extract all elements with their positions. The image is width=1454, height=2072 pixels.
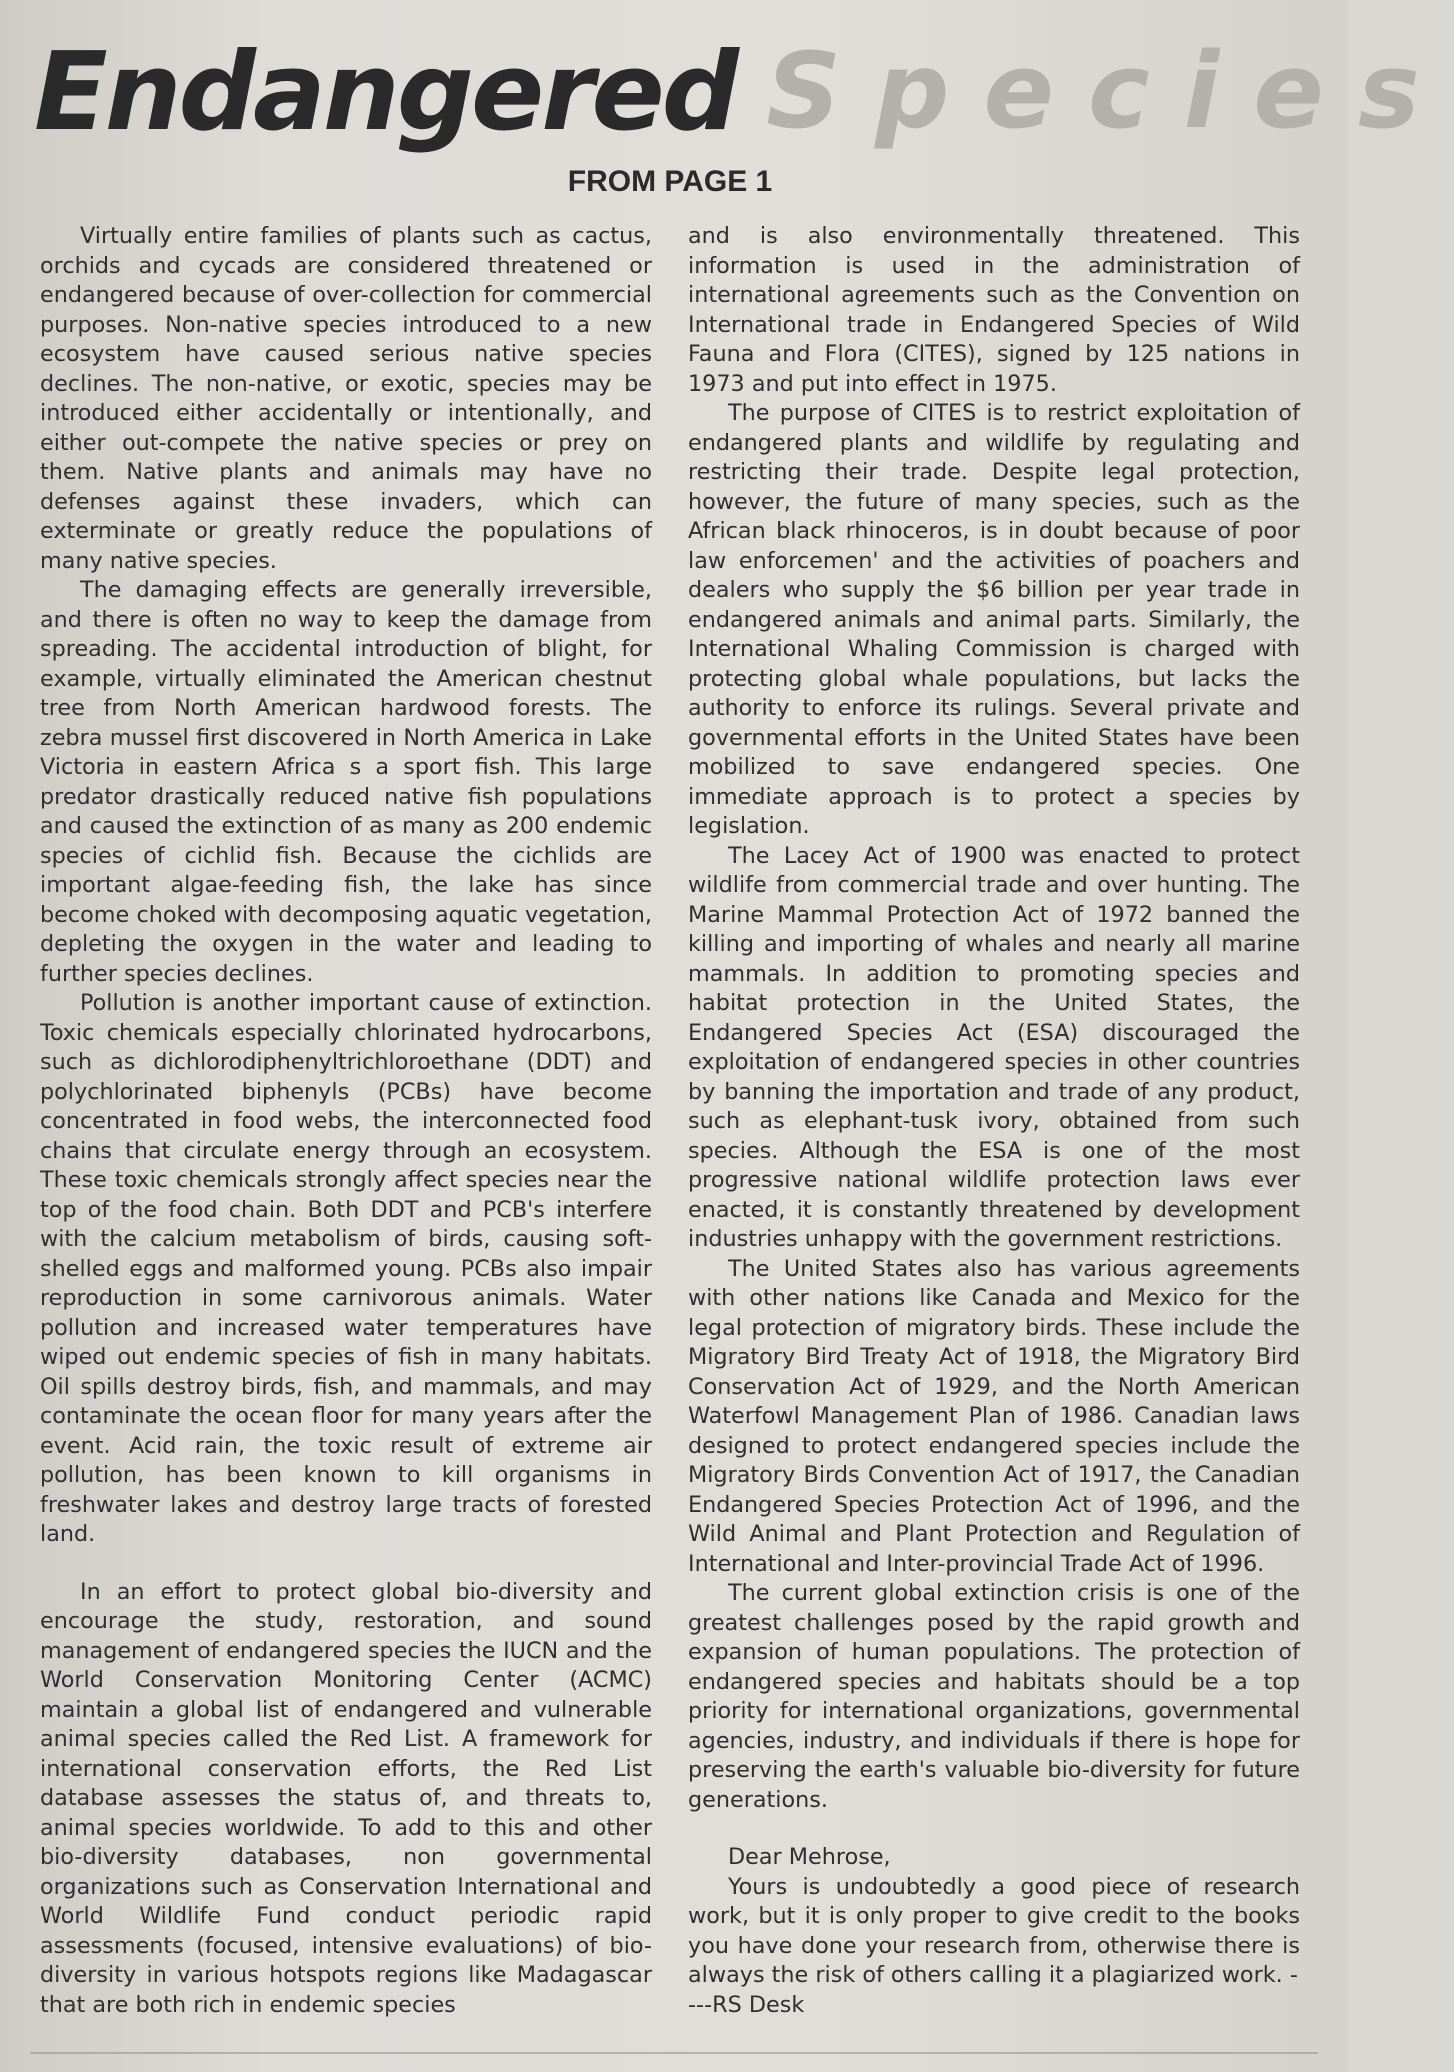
article-column-left [40,222,652,2020]
continued-from-label: FROM PAGE 1 [567,165,773,198]
paragraph: and is also environmentally threatened. This information is used in the administration of international agreements such as the Convention on International trade in Endangered Species of Wild Fauna and Flora (CITES), signed by 125 nations in 1973 and put into effect in 1975. [688,223,1300,397]
paragraph: The current global extinction crisis is one of the greatest challenges posed by the rapid growth and expansion of human populations. The protection of endangered species and habitats should be a top priority for international organizations, governmental agencies, industry, and individuals if there is hope for preserving the earth's valuable bio-diversity for future generations. [688,1580,1300,1813]
paragraph: The damaging effects are generally irreversible, and there is often no way to keep the damage from spreading. The accidental introduction of blight, for example, virtually eliminated the American chestnut tree from North American hardwood forests. The zebra mussel first discovered in North America in Lake Victoria in eastern Africa s a sport fish. This large predator drastically reduced native fish populations and caused the extinction of as many as 200 endemic species of cichlid fish. Because the cichlids are important algae-feeding fish, the lake has since become choked with decomposing aquatic vegetation, depleting the oxygen in the water and leading to further species declines. [40,577,652,987]
article-column-right [688,222,1300,2020]
paragraph: Virtually entire families of plants such as cactus, orchids and cycads are considered threatened or endangered because of over-collection for commercial purposes. Non-native species introduced to a new ecosystem have caused serious native species declines. The non-native, or exotic, species may be introduced either accidentally or intentionally, and either out-compete the native species or prey on them. Native plants and animals may have no defenses against these invaders, which can exterminate or greatly reduce the populations of many native species. [40,223,652,574]
letter-body: Yours is undoubtedly a good piece of research work, but it is only proper to give credit to the books you have done your research from, otherwise there is always the risk of others calling it a plagiarized work. - [688,1873,1300,1988]
paragraph: The purpose of CITES is to restrict exploitation of endangered plants and wildlife by regulating and restricting their trade. Despite legal protection, however, the future of many species, such as the African black rhinoceros, is in doubt because of poor law enforcemen' and the activities of poachers and dealers who supply the $6 billion per year trade in endangered animals and animal parts. Similarly, the International Whaling Commission is charged with protecting global whale populations, but lacks the authority to enforce its rulings. Several private and governmental efforts in the United States have been mobilized to save endangered species. One immediate approach is to protect a species by legislation. [688,400,1300,839]
bottom-divider [30,2052,1318,2054]
headline [34,30,1454,155]
headline-word-dark: Endangered [34,30,737,155]
letter-signature: ---RS Desk [688,1991,805,2018]
paragraph: The Lacey Act of 1900 was enacted to protect wildlife from commercial trade and over hunting. The Marine Mammal Protection Act of 1972 banned the killing and importing of whales and nearly all marine mammals. In addition to promoting species and habitat protection in the United States, the Endangered Species Act (ESA) discouraged the exploitation of endangered species in other countries by banning the importation and trade of any product, such as elephant-tusk ivory, obtained from such species. Although the ESA is one of the most progressive national wildlife protection laws ever enacted, it is constantly threatened by development industries unhappy with the government restrictions. [688,842,1300,1252]
paragraph: In an effort to protect global bio-diversity and encourage the study, restoration, and sound management of endangered species the IUCN and the World Conservation Monitoring Center (ACMC) maintain a global list of endangered and vulnerable animal species called the Red List. A framework for international conservation efforts, the Red List database assesses the status of, and threats to, animal species worldwide. To add to this and other bio-diversity databases, non governmental organizations such as Conservation International and World Wildlife Fund conduct periodic rapid assessments (focused, intensive evaluations) of bio-diversity in various hotspots regions like Madagascar that are both rich in endemic species [40,1578,652,2018]
headline-word-light: Species [766,30,1454,152]
paragraph: Pollution is another important cause of extinction. Toxic chemicals especially chlorinated hydrocarbons, such as dichlorodiphenyltrichloroethane (DDT) and polychlorinated biphenyls (PCBs) have become concentrated in food webs, the interconnected food chains that circulate energy through an ecosystem. These toxic chemicals strongly affect species near the top of the food chain. Both DDT and PCB's interfere with the calcium metabolism of birds, causing soft-shelled eggs and malformed young. PCBs also impair reproduction in some carnivorous animals. Water pollution and increased water temperatures have wiped out endemic species of fish in many habitats. Oil spills destroy birds, fish, and mammals, and may contaminate the ocean floor for many years after the event. Acid rain, the toxic result of extreme air pollution, has been known to kill organisms in freshwater lakes and destroy large tracts of forested land. [40,990,652,1547]
paragraph: The United States also has various agreements with other nations like Canada and Mexico for the legal protection of migratory birds. These include the Migratory Bird Treaty Act of 1918, the Migratory Bird Conservation Act of 1929, and the North American Waterfowl Management Plan of 1986. Canadian laws designed to protect endangered species include the Migratory Birds Convention Act of 1917, the Canadian Endangered Species Protection Act of 1996, and the Wild Animal and Plant Protection and Regulation of International and Inter-provincial Trade Act of 1996. [688,1255,1300,1577]
letter-salutation: Dear Mehrose, [728,1844,891,1870]
